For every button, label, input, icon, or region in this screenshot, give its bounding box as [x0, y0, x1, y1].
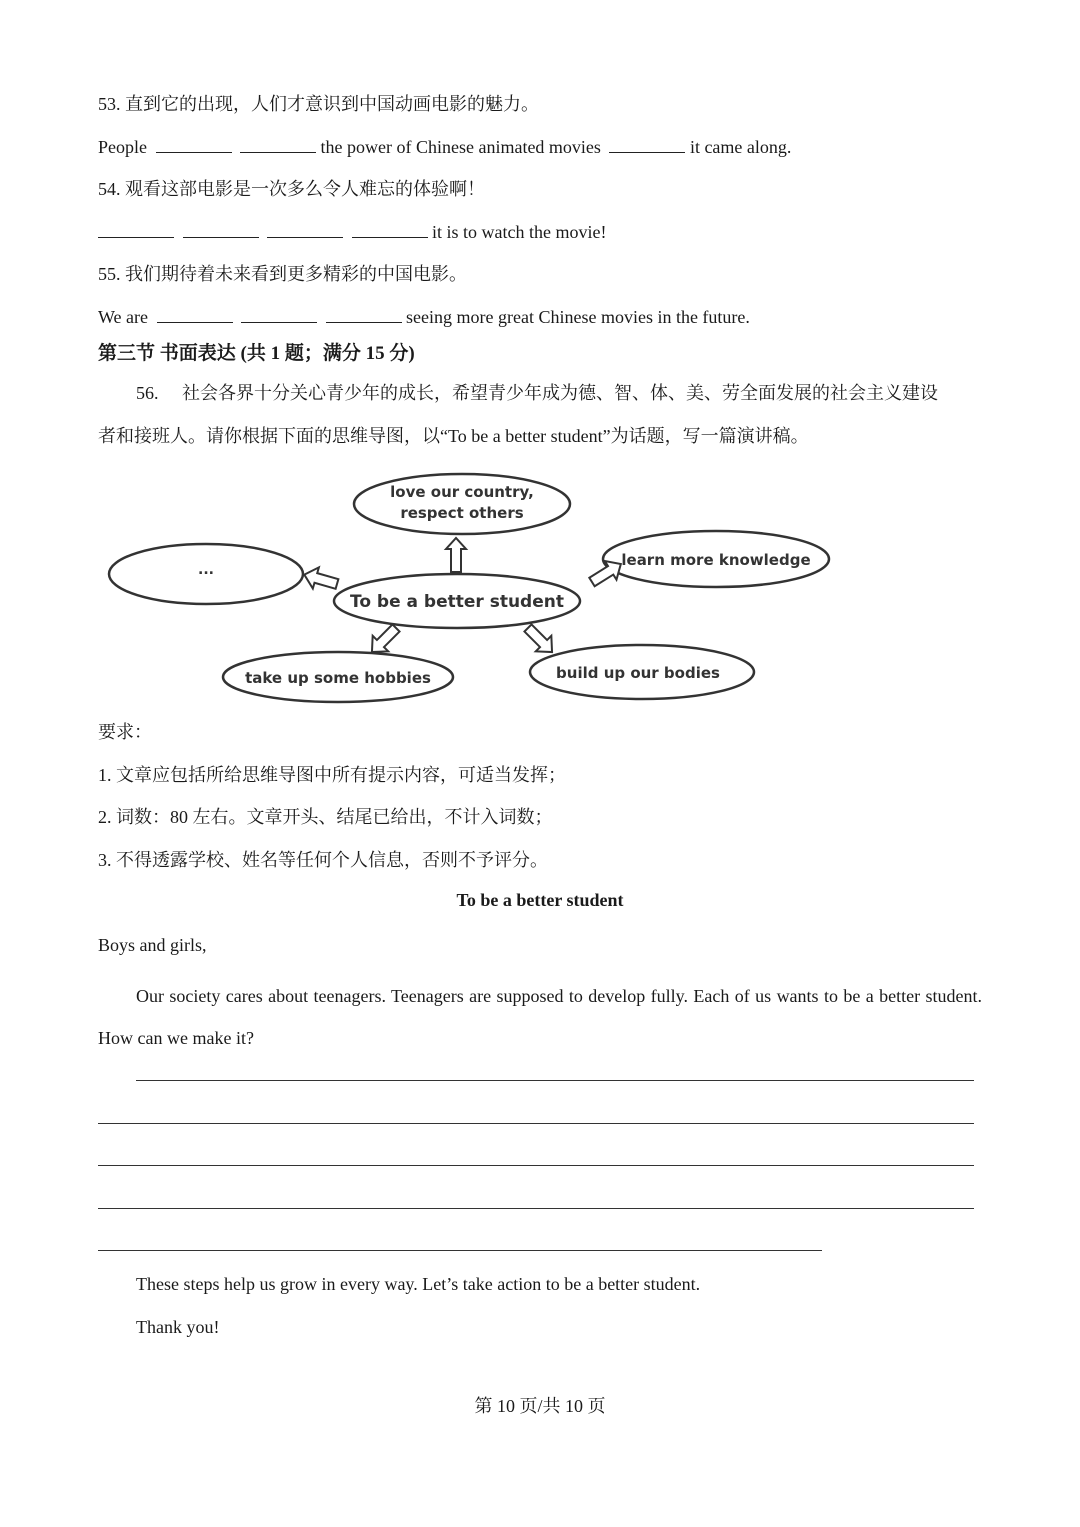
essay-closing-1: These steps help us grow in every way. Let’s take action to be a better student.	[136, 1274, 701, 1294]
mind-map	[100, 466, 840, 716]
q53-text-c: it came along.	[689, 137, 792, 157]
q53-blank-3[interactable]	[609, 136, 685, 153]
q53-blank-2[interactable]	[240, 136, 316, 153]
q54-blank-3[interactable]	[267, 221, 343, 238]
node-center-label: To be a better student	[349, 592, 565, 612]
essay-closing-2: Thank you!	[136, 1317, 220, 1337]
requirements-label: 要求：	[98, 722, 152, 742]
node-bottom-left-label: take up some hobbies	[245, 669, 431, 687]
writing-line-2[interactable]	[98, 1123, 974, 1124]
q54-blank-2[interactable]	[183, 221, 259, 238]
q53-text-b: the power of Chinese animated movies	[320, 137, 601, 157]
writing-line-5[interactable]	[98, 1250, 822, 1251]
q53-text-a: People	[98, 137, 147, 157]
q54-chinese: 54. 观看这部电影是一次多么令人难忘的体验啊！	[98, 179, 485, 199]
q54-blank-4[interactable]	[352, 221, 428, 238]
node-bottom-right-label: build up our bodies	[556, 664, 720, 682]
q55-chinese: 55. 我们期待着未来看到更多精彩的中国电影。	[98, 264, 467, 284]
q55-english	[98, 305, 750, 329]
writing-line-1[interactable]	[136, 1080, 974, 1081]
q55-blank-1[interactable]	[157, 306, 233, 323]
writing-line-4[interactable]	[98, 1208, 974, 1209]
q54-blank-1[interactable]	[98, 221, 174, 238]
requirement-item-1: 1. 文章应包括所给思维导图中所有提示内容，可适当发挥；	[98, 765, 566, 785]
essay-greeting: Boys and girls,	[98, 935, 207, 955]
q55-text-a: We are	[98, 307, 149, 327]
q56-number: 56.	[136, 383, 159, 403]
requirement-item-2: 2. 词数：80 左右。文章开头、结尾已给出，不计入词数；	[98, 807, 553, 827]
node-left-label: ...	[198, 562, 214, 578]
q56-prompt-line2: 者和接班人。请你根据下面的思维导图，以“To be a better student”为话题，写一篇演讲稿。	[98, 426, 809, 446]
q55-text-b: seeing more great Chinese movies in the future.	[406, 307, 750, 327]
q53-chinese: 53. 直到它的出现，人们才意识到中国动画电影的魅力。	[98, 94, 539, 114]
node-right-label: learn more knowledge	[621, 551, 811, 569]
node-top-label-2: respect others	[400, 504, 524, 522]
arrow-down-right-icon	[520, 620, 560, 660]
node-top-label-1: love our country,	[390, 483, 534, 501]
writing-line-3[interactable]	[98, 1165, 974, 1166]
q53-blank-1[interactable]	[156, 136, 232, 153]
arrow-up-icon	[446, 538, 466, 572]
essay-title: To be a better student	[456, 890, 624, 910]
section-heading: 第三节 书面表达 (共 1 题；满分 15 分)	[98, 343, 415, 364]
arrow-left-icon	[301, 564, 340, 595]
essay-intro: Our society cares about teenagers. Teenagers are supposed to develop fully. Each of us wants to be a better student. How can we make it?	[98, 986, 982, 1048]
page-footer: 第 10 页/共 10 页	[474, 1396, 606, 1416]
q55-blank-3[interactable]	[326, 306, 402, 323]
q55-blank-2[interactable]	[241, 306, 317, 323]
q56-prompt-line1: 社会各界十分关心青少年的成长，希望青少年成为德、智、体、美、劳全面发展的社会主义建设	[182, 383, 938, 403]
q53-english	[98, 135, 791, 159]
q54-english	[98, 220, 606, 244]
q54-text-a: it is to watch the movie!	[432, 222, 607, 242]
requirement-item-3: 3. 不得透露学校、姓名等任何个人信息，否则不予评分。	[98, 850, 548, 870]
